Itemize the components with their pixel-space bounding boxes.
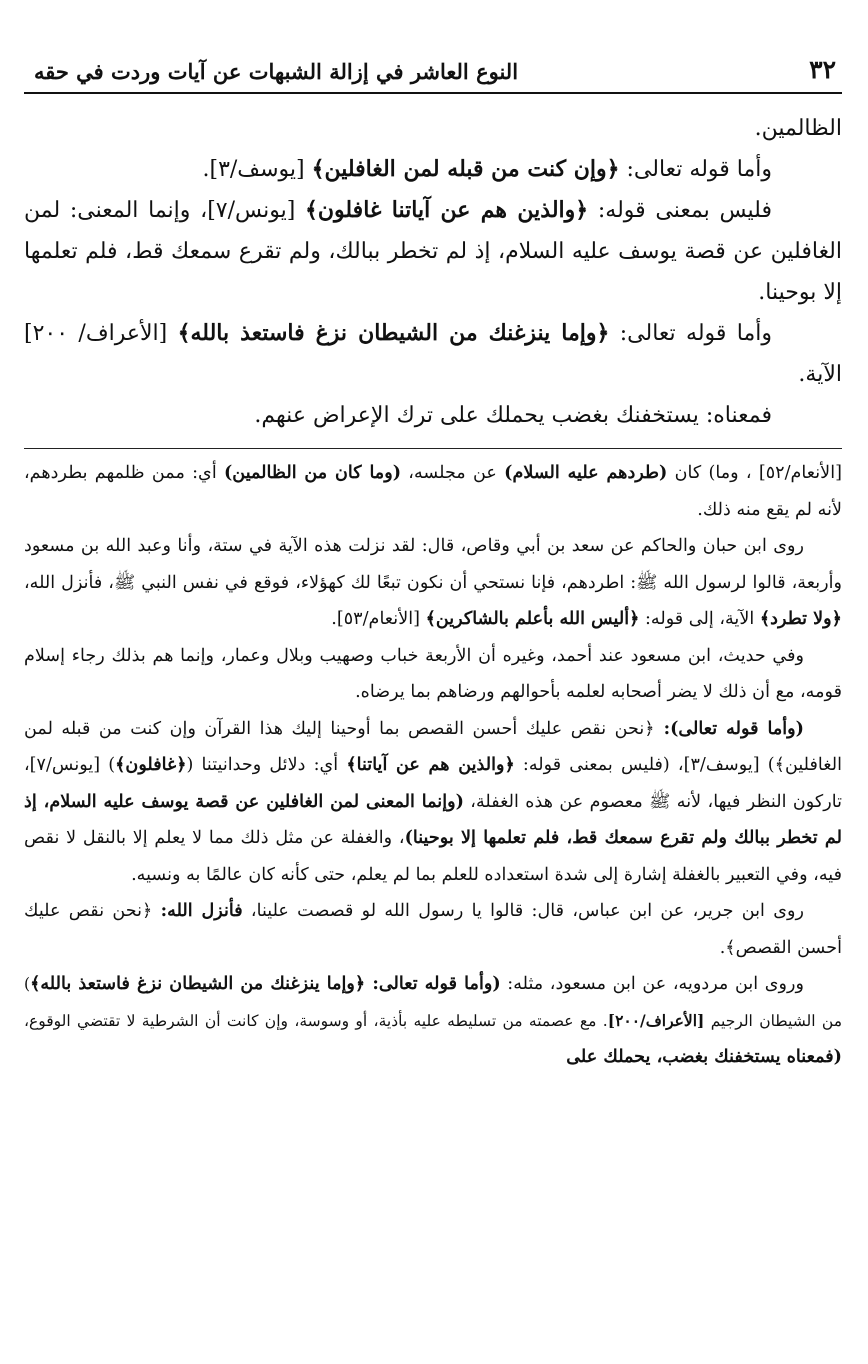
main-paragraph-1: [24, 108, 842, 149]
note-bold: (وأما قوله تعالى: ﴿وإما ينزغنك من الشيطان نزغ فاستعذ بالله﴾: [30, 973, 501, 994]
page-number: ٣٢: [809, 55, 836, 84]
note-text: روى ابن جرير، عن ابن عباس، قال: قالوا يا رسول الله لو قصصت علينا،: [242, 901, 804, 921]
note-bold: (وما كان من الظالمين): [223, 462, 402, 483]
commentary-paragraph-3: [24, 638, 842, 711]
commentary-paragraph-5: [24, 893, 842, 966]
main-p5-text: فمعناه: يستخفنك بغضب يحملك على ترك الإعراض عنهم.: [254, 403, 772, 428]
verse-reference: [الأنعام/٥٣].: [331, 609, 426, 629]
note-bold: (طردهم عليه السلام): [504, 462, 668, 483]
verse-reference: [الأعراف/٢٠٠]: [607, 1010, 705, 1030]
quran-verse: ﴿أليس الله بأعلم بالشاكرين﴾: [425, 608, 640, 629]
quran-verse: ﴿وإما ينزغنك من الشيطان نزغ فاستعذ بالله﴾: [177, 320, 610, 346]
main-text: [24, 94, 842, 436]
running-title: النوع العاشر في إزالة الشبهات عن آيات وردت في حقه: [34, 59, 519, 84]
note-text: أي: دلائل وحدانيتنا (: [186, 755, 347, 775]
note-text: وفي حديث، ابن مسعود عند أحمد، وغيره أن الأربعة خباب وصهيب وبلال وعمار، وإنما هم بذلك رجاء إسلام قومه، مع أن ذلك لا يضر أصحابه لعلمه بأحوالهم ورضاهم بما يرضاه.: [24, 645, 842, 702]
quran-verse: ﴿والذين هم عن آياتنا﴾: [346, 754, 515, 775]
main-paragraph-5: [24, 395, 842, 436]
note-text: أي: ممن ظلمهم بطردهم، لأنه لم يقع منه ذلك.: [24, 463, 842, 520]
note-text: . مع عصمته من تسليطه عليه بأذية، أو وسوسة، وإن كانت أن الشرطية لا تقتضي الوقوع،: [24, 1011, 608, 1030]
note-text: ) من الشيطان الرجيم: [24, 975, 842, 1030]
main-p2-lead: وأما قوله تعالى:: [619, 157, 772, 182]
quran-verse: ﴿وإن كنت من قبله لمن الغافلين﴾: [311, 156, 620, 182]
note-text: روى ابن حبان والحاكم عن سعد بن أبي وقاص، قال: لقد نزلت هذه الآية في ستة، وأنا وعبد الله بن مسعود وأربعة، قالوا لرسول الله ﷺ: اطردهم، فإنا نستحي أن نكون تبعًا لك كهؤلاء، فوقع في نفس النبي ﷺ، فأنزل الله،: [24, 536, 842, 593]
note-text: ، والغفلة عن مثل ذلك مما لا يعلم إلا بالنقل لا نقص فيه، وفي التعبير بالغفلة إشارة إلى شدة استعداده للعلم بما لم يعلم، حتى كأنه كان عالمًا به ونسيه.: [24, 828, 842, 885]
commentary: [24, 455, 842, 1076]
note-text: ) [يوسف/٣]، (فليس بمعنى قوله:: [514, 755, 775, 775]
commentary-paragraph-1: [24, 455, 842, 528]
commentary-paragraph-4: [24, 711, 842, 894]
note-bold: فأنزل الله:: [160, 900, 243, 921]
main-p3-lead: فليس بمعنى قوله:: [588, 198, 772, 223]
commentary-paragraph-6: [24, 966, 842, 1076]
page-header: [24, 40, 842, 94]
note-bold: (وإنما المعنى لمن الغافلين عن قصة يوسف عليه السلام، إذ لم تخطر ببالك ولم تقرع سمعك قط، فلم تعلمها إلا بوحينا): [24, 790, 842, 848]
note-bold: (فمعناه يستخفنك بغضب، يحملك على: [566, 1046, 842, 1067]
verse-reference: [يوسف/٣].: [202, 157, 312, 182]
commentary-divider: [24, 448, 842, 449]
note-text: وروى ابن مردويه، عن ابن مسعود، مثله:: [500, 974, 804, 994]
main-paragraph-2: [24, 149, 842, 190]
note-text: الآية، إلى قوله:: [639, 609, 760, 629]
main-paragraph-3: [24, 190, 842, 313]
note-text: عن مجلسه،: [401, 463, 505, 483]
commentary-paragraph-2: [24, 528, 842, 638]
quran-verse: ﴿غافلون﴾: [115, 754, 187, 775]
quran-verse: ﴿والذين هم عن آياتنا غافلون﴾: [304, 197, 589, 223]
quran-verse: ﴿نحن نقص عليك أحسن القصص﴾.: [24, 901, 842, 958]
verse-reference: [الأعراف/ ٢٠٠] الآية.: [24, 321, 842, 387]
note-text: ) [يونس/٧]، تاركون النظر فيها، لأنه ﷺ معصوم عن هذه الغفلة،: [24, 755, 842, 812]
quran-verse: ﴿ولا تطرد﴾: [759, 608, 842, 629]
main-p4-lead: وأما قوله تعالى:: [609, 321, 772, 346]
note-text: [الأنعام/٥٢] ، وما) كان: [667, 463, 842, 483]
main-p3-body: [يونس/٧]، وإنما المعنى: لمن الغافلين عن قصة يوسف عليه السلام، إذ لم تخطر ببالك، ولم تقرع سمعك قط، فلم تعلمها إلا بوحينا.: [24, 198, 842, 305]
quran-verse: ﴿نحن نقص عليك أحسن القصص بما أوحينا إليك هذا القرآن وإن كنت من قبله لمن الغافلين﴾: [24, 718, 842, 775]
main-p1-text: الظالمين.: [754, 116, 842, 141]
note-bold: (وأما قوله تعالى):: [654, 717, 804, 739]
main-paragraph-4: [24, 313, 842, 395]
